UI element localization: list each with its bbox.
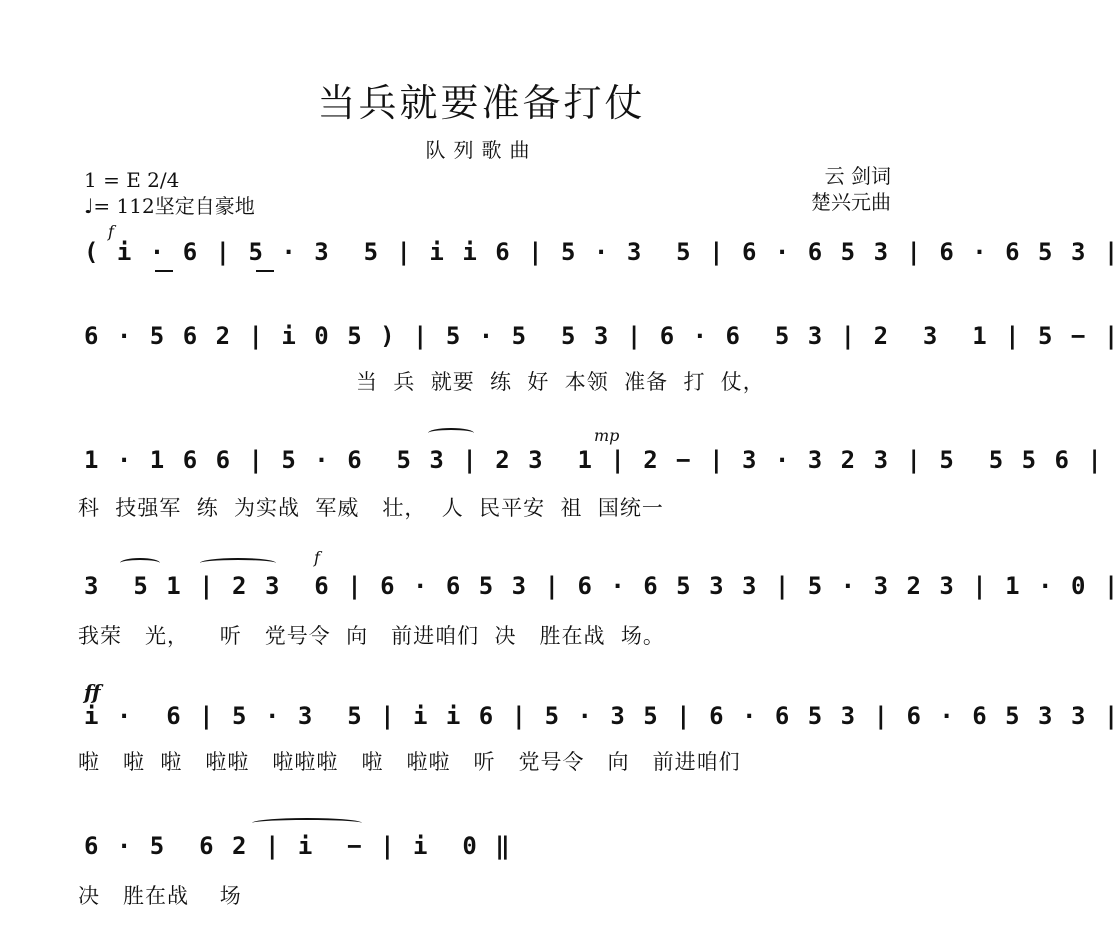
score-row-1: ( i · 6 | 5 · 3 5 | i i 6 | 5 · 3 5 | 6 · 6 5 3 | 6 · 6 5 3 | (84, 238, 1120, 266)
score-row-4: 3 5 1 | 2 3 6 | 6 · 6 5 3 | 6 · 6 5 3 3 | 5 · 3 2 3 | 1 · 0 | (84, 572, 1120, 600)
dynamic-mark: ff (84, 680, 101, 704)
composer-credit: 楚兴元曲 (811, 190, 891, 214)
lyrics-row-5: 啦 啦 啦 啦啦 啦啦啦 啦 啦啦 听 党号令 向 前进咱们 (78, 750, 741, 774)
score-row-2: 6 · 5 6 2 | i 0 5 ) | 5 · 5 5 3 | 6 · 6 5 3 | 2 3 1 | 5 − | (84, 322, 1120, 350)
tie-mark (120, 558, 160, 568)
tempo-marking: ♩= 112坚定自豪地 (84, 194, 255, 218)
dynamic-mark: f (108, 222, 114, 241)
lyrics-row-3: 科 技强军 练 为实战 军威 壮， 人 民平安 祖 国统一 (78, 496, 664, 520)
song-subtitle: 队列歌曲 (425, 138, 538, 162)
score-row-5: i · 6 | 5 · 3 5 | i i 6 | 5 · 3 5 | 6 · 6 5 3 | 6 · 6 5 3 3 | (84, 702, 1120, 730)
lyrics-row-2: 当 兵 就要 练 好 本领 准备 打 仗， (356, 370, 765, 394)
key-signature: 1 = E 2/4 (84, 168, 180, 192)
dynamic-mark: f (314, 548, 320, 567)
tie-mark (200, 558, 276, 568)
lyrics-row-6: 决 胜在战 场 (78, 884, 242, 908)
score-row-6: 6 · 5 6 2 | i − | i 0 ‖ (84, 832, 512, 860)
tie-mark (252, 818, 362, 828)
lyricist-credit: 云 剑词 (824, 164, 891, 188)
song-title: 当兵就要准备打仗 (317, 81, 646, 125)
underline-mark (256, 270, 274, 272)
tie-mark (428, 428, 474, 438)
dynamic-mark: mp (594, 426, 620, 445)
underline-mark (155, 270, 173, 272)
lyrics-row-4: 我荣 光， 听 党号令 向 前进咱们 决 胜在战 场。 (78, 624, 665, 648)
score-row-3: 1 · 1 6 6 | 5 · 6 5 3 | 2 3 1 | 2 − | 3 · 3 2 3 | 5 5 5 6 | (84, 446, 1104, 474)
